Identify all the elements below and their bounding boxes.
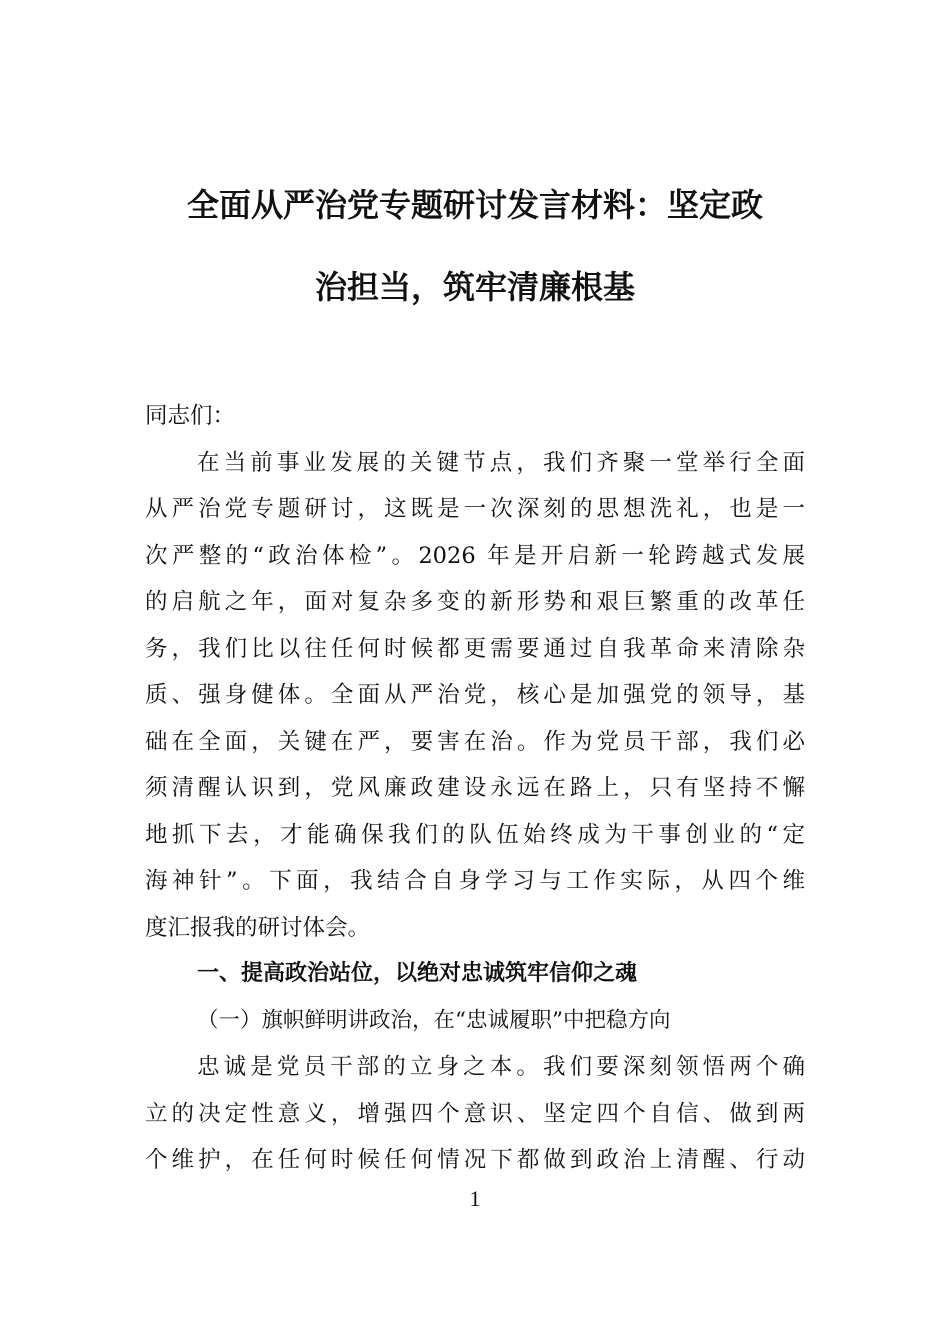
salutation: 同志们： — [145, 403, 236, 429]
intro-line: 从严治党专题研讨，这既是一次深刻的思想洗礼，也是一 — [145, 496, 805, 522]
document-body — [145, 393, 805, 1184]
intro-line: 质、强身健体。全面从严治党，核心是加强党的领导，基 — [145, 682, 805, 708]
title-line-1: 全面从严治党专题研讨发言材料：坚定政 — [186, 186, 763, 224]
section-line: 立的决定性意义，增强四个意识、坚定四个自信、做到两 — [145, 1100, 805, 1127]
intro-line: 的启航之年，面对复杂多变的新形势和艰巨繁重的改革任 — [145, 589, 805, 615]
section-heading-level-1: 一、提高政治站位，以绝对忠诚筑牢信仰之魂 — [197, 961, 638, 986]
intro-line: 须清醒认识到，党风廉政建设永远在路上，只有坚持不懈 — [145, 775, 805, 801]
intro-line: 务，我们比以往任何时候都更需要通过自我革命来清除杂 — [145, 635, 805, 662]
section-heading-level-2: （一）旗帜鲜明讲政治，在“忠诚履职”中把稳方向 — [197, 1007, 671, 1033]
page-number: 1 — [469, 1186, 481, 1211]
intro-line: 海神针”。下面，我结合自身学习与工作实际，从四个维 — [145, 868, 805, 894]
intro-line: 度汇报我的研讨体会。 — [145, 914, 371, 941]
section-paragraph — [145, 1044, 805, 1184]
section-line: 个维护，在任何时候任何情况下都做到政治上清醒、行动 — [145, 1147, 805, 1173]
intro-line: 在当前事业发展的关键节点，我们齐聚一堂举行全面 — [197, 449, 805, 476]
title-line-2: 治担当，筑牢清廉根基 — [314, 268, 635, 306]
intro-paragraph — [145, 440, 805, 952]
intro-line: 础在全面，关键在严，要害在治。作为党员干部，我们必 — [145, 728, 805, 755]
intro-line: 地抓下去，才能确保我们的队伍始终成为干事创业的“定 — [145, 821, 805, 848]
document-title — [145, 164, 805, 328]
intro-line: 次严整的“政治体检”。2026 年是开启新一轮跨越式发展 — [145, 542, 805, 569]
section-line: 忠诚是党员干部的立身之本。我们要深刻领悟两个确 — [197, 1054, 805, 1080]
